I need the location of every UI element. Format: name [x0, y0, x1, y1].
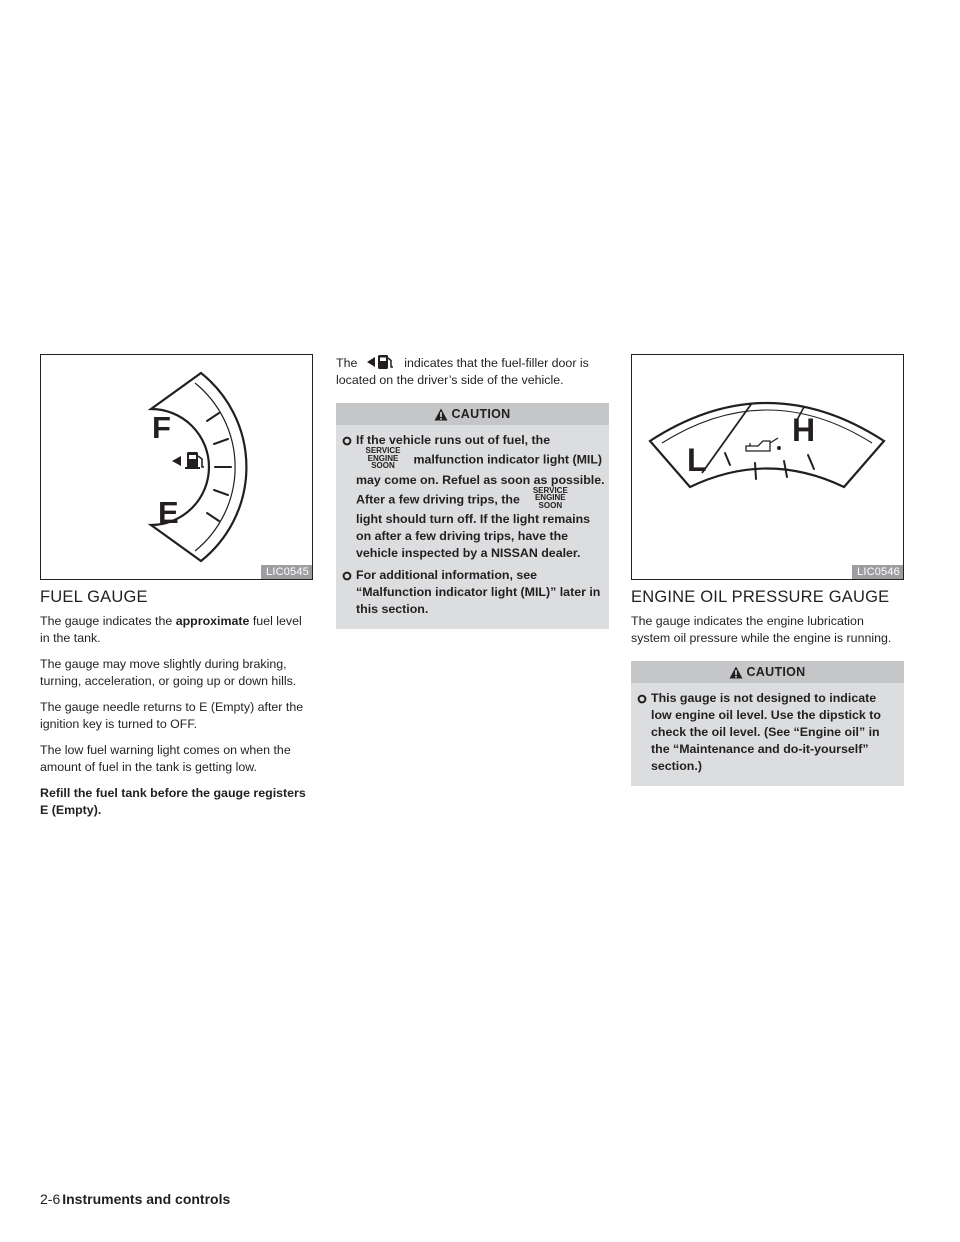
full-label: F: [152, 410, 171, 445]
paragraph: The gauge indicates the engine lubrication system oil pressure while the engine is running.: [631, 614, 892, 645]
section-heading: FUEL GAUGE: [40, 588, 148, 606]
oil-pressure-gauge-figure: [631, 354, 904, 580]
paragraph-bold: Refill the fuel tank before the gauge registers E (Empty).: [40, 786, 306, 817]
caution-icon: [729, 666, 743, 679]
section-heading: ENGINE OIL PRESSURE GAUGE: [631, 588, 890, 606]
fuel-gauge-figure: [40, 354, 313, 580]
fuel-pump-icon: [361, 354, 401, 370]
empty-label: E: [158, 495, 179, 530]
bullet-icon: [342, 432, 352, 449]
paragraph: The low fuel warning light comes on when the amount of fuel in the tank is getting low.: [40, 743, 291, 774]
fuel-gauge-illustration: [41, 355, 312, 579]
service-engine-soon-icon: SERVICE ENGINE SOON: [532, 485, 568, 510]
figure-code: LIC0545: [261, 565, 312, 579]
caution-icon: [434, 408, 448, 421]
caution-item: This gauge is not designed to indicate low engine oil level. Use the dipstick to check the oil level. (See “Engine oil” in the “Maintenance and do-it-yourself” section.): [635, 690, 900, 775]
fuel-pump-icon: [185, 452, 204, 469]
caution-item: For additional information, see “Malfunction indicator light (MIL)” later in this section.: [340, 567, 605, 618]
paragraph: The gauge may move slightly during braking, turning, acceleration, or going up or down hills.: [40, 657, 297, 688]
caution-item: If the vehicle runs out of fuel, the SERVICE ENGINE SOON malfunction indicator light (MIL) may come on. Refuel as soon as possible. After a few driving trips, the SERVICE ENGINE SOON light should turn off. If the light remains on after a few driving trips, have the vehicle inspected by a NISSAN dealer.: [340, 432, 605, 562]
caution-box: [336, 403, 609, 629]
paragraph: The indicates that the fuel-filler door is located on the driver’s side of the vehicle.: [336, 356, 589, 387]
fuel-door-section: [336, 354, 609, 629]
low-label: L: [687, 442, 707, 478]
oil-pressure-section: [631, 354, 904, 786]
high-label: H: [792, 412, 816, 448]
oil-pressure-gauge-illustration: [632, 355, 903, 579]
bullet-icon: [342, 567, 352, 584]
caution-header: CAUTION: [336, 403, 609, 425]
paragraph: The gauge indicates the approximate fuel level in the tank.: [40, 614, 302, 645]
page-footer: [40, 1191, 230, 1207]
section-title: Instruments and controls: [62, 1191, 231, 1207]
fuel-gauge-section: [40, 354, 313, 828]
page-number: 2-6: [40, 1191, 61, 1207]
bullet-icon: [637, 690, 647, 707]
arrow-left-icon: [172, 456, 181, 466]
caution-header: CAUTION: [631, 661, 904, 683]
paragraph: The gauge needle returns to E (Empty) after the ignition key is turned to OFF.: [40, 700, 304, 731]
caution-box: [631, 661, 904, 786]
service-engine-soon-icon: SERVICE ENGINE SOON: [365, 446, 401, 470]
figure-code: LIC0546: [852, 565, 903, 579]
